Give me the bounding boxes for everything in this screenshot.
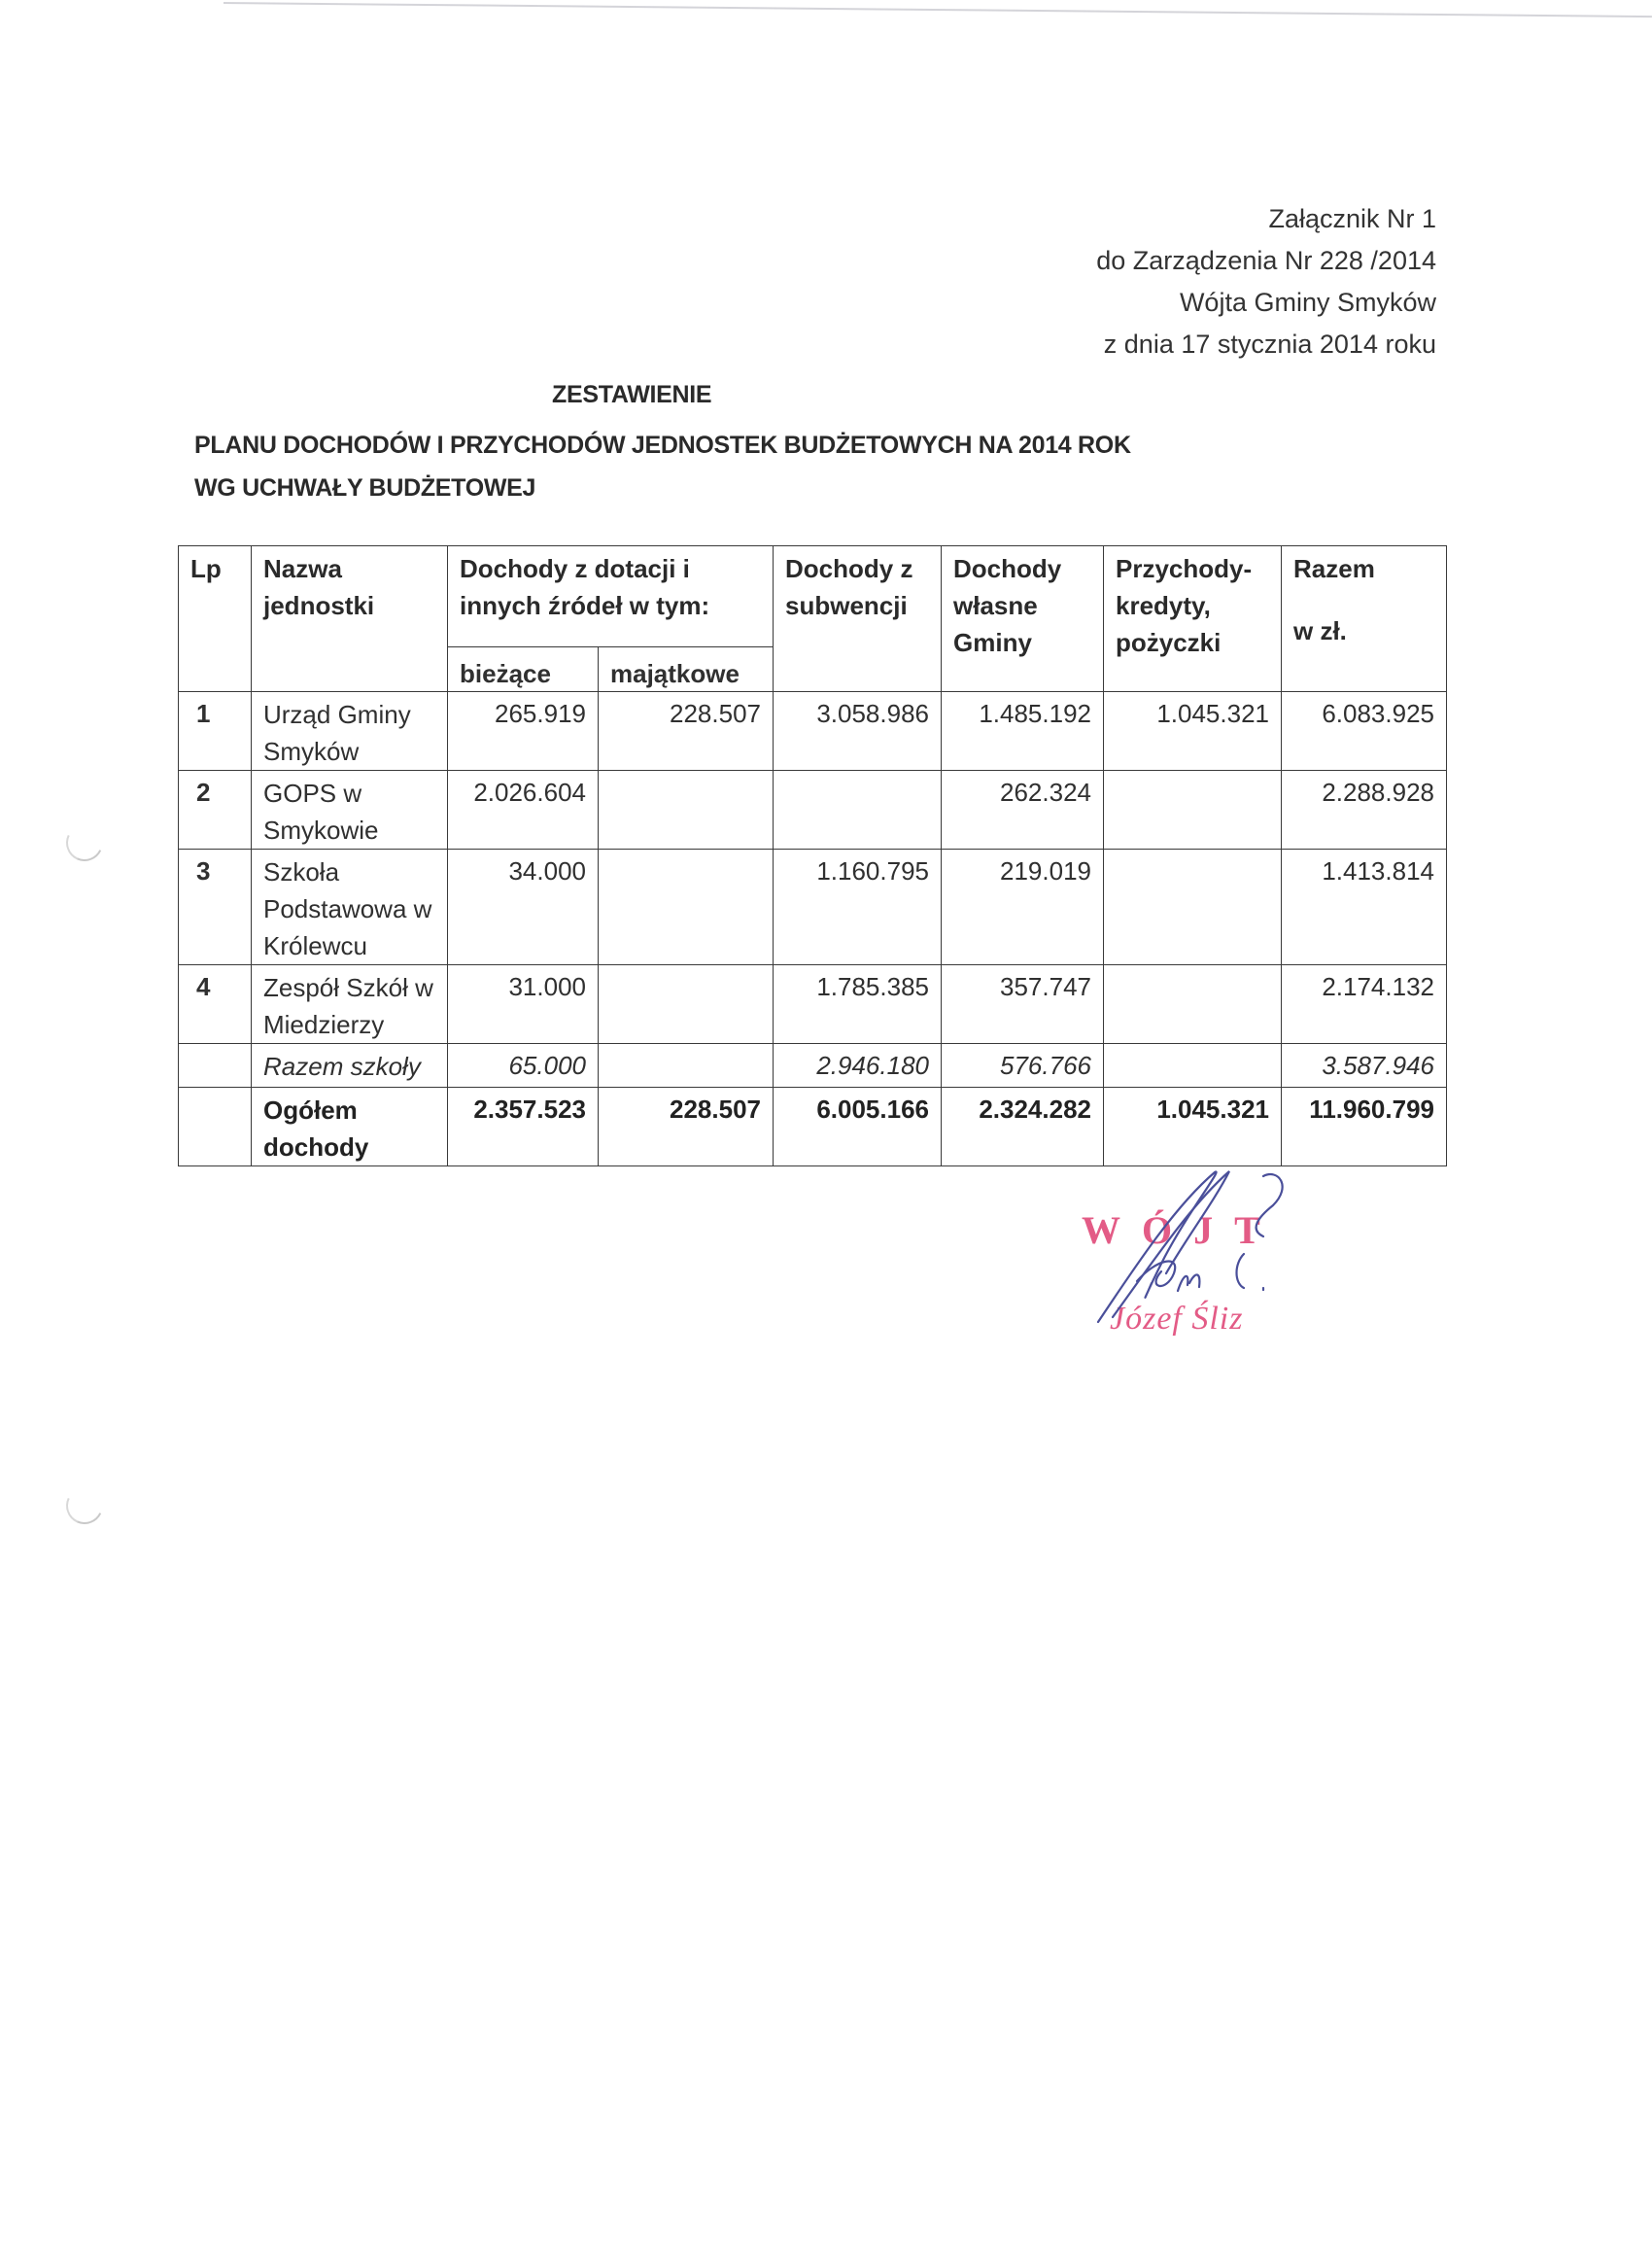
cell-lp: 4 [179, 965, 252, 1044]
cell-name: Ogółem dochody [252, 1088, 448, 1166]
cell-wlasne: 357.747 [942, 965, 1104, 1044]
cell-biezace: 265.919 [448, 692, 599, 771]
cell-name: Zespół Szkół w Miedzierzy [252, 965, 448, 1044]
punch-hole-mark [61, 819, 109, 867]
reference-line: do Zarządzenia Nr 228 /2014 [1096, 246, 1436, 275]
cell-przychody [1104, 1044, 1282, 1088]
cell-razem: 3.587.946 [1282, 1044, 1447, 1088]
cell-razem: 11.960.799 [1282, 1088, 1447, 1166]
title-line: WG UCHWAŁY BUDŻETOWEJ [194, 474, 536, 502]
cell-przychody [1104, 850, 1282, 965]
header-przychody: Przychody-kredyty, pożyczki [1104, 546, 1282, 692]
cell-wlasne: 576.766 [942, 1044, 1104, 1088]
stamp-name: Józef Śliz [1110, 1301, 1244, 1337]
cell-subwencje: 2.946.180 [774, 1044, 942, 1088]
cell-przychody: 1.045.321 [1104, 692, 1282, 771]
cell-subwencje: 1.160.795 [774, 850, 942, 965]
header-lp: Lp [179, 546, 252, 692]
cell-wlasne: 262.324 [942, 771, 1104, 850]
cell-name: Szkoła Podstawowa w Królewcu [252, 850, 448, 965]
cell-wlasne: 2.324.282 [942, 1088, 1104, 1166]
punch-hole-mark [61, 1482, 109, 1530]
cell-biezace: 65.000 [448, 1044, 599, 1088]
cell-razem: 2.174.132 [1282, 965, 1447, 1044]
cell-biezace: 2.026.604 [448, 771, 599, 850]
cell-majatkowe [599, 771, 774, 850]
cell-majatkowe [599, 965, 774, 1044]
cell-majatkowe [599, 850, 774, 965]
header-row [179, 546, 1447, 647]
official-stamp [1069, 1157, 1322, 1371]
cell-przychody [1104, 965, 1282, 1044]
cell-biezace: 34.000 [448, 850, 599, 965]
cell-razem: 1.413.814 [1282, 850, 1447, 965]
cell-lp: 3 [179, 850, 252, 965]
title-line: ZESTAWIENIE [552, 381, 712, 408]
total-row [179, 1088, 1447, 1166]
stamp-title: WÓJT [1082, 1208, 1282, 1252]
budget-table [178, 545, 1447, 1166]
table-row [179, 692, 1447, 771]
header-razem [1282, 546, 1447, 692]
cell-name: Razem szkoły [252, 1044, 448, 1088]
cell-przychody [1104, 771, 1282, 850]
table-row [179, 965, 1447, 1044]
document-reference [1096, 198, 1436, 365]
header-dotacje: Dochody z dotacji i innych źródeł w tym: [448, 546, 774, 647]
title-line: PLANU DOCHODÓW I PRZYCHODÓW JEDNOSTEK BUDŻETOWYCH NA 2014 ROK [194, 432, 1131, 459]
header-razem-unit: w zł. [1293, 616, 1347, 645]
cell-wlasne: 219.019 [942, 850, 1104, 965]
cell-biezace: 31.000 [448, 965, 599, 1044]
cell-subwencje [774, 771, 942, 850]
cell-lp: 2 [179, 771, 252, 850]
table-row [179, 771, 1447, 850]
reference-line: Załącznik Nr 1 [1268, 204, 1436, 233]
cell-lp [179, 1088, 252, 1166]
header-majatkowe: majątkowe [599, 647, 774, 692]
cell-wlasne: 1.485.192 [942, 692, 1104, 771]
cell-subwencje: 6.005.166 [774, 1088, 942, 1166]
header-subwencje: Dochody z subwencji [774, 546, 942, 692]
header-wlasne: Dochody własne Gminy [942, 546, 1104, 692]
cell-subwencje: 1.785.385 [774, 965, 942, 1044]
table-row [179, 850, 1447, 965]
cell-razem: 6.083.925 [1282, 692, 1447, 771]
header-razem-label: Razem [1293, 554, 1375, 583]
header-name: Nazwa jednostki [252, 546, 448, 692]
scan-edge-line [224, 2, 1652, 17]
cell-przychody: 1.045.321 [1104, 1088, 1282, 1166]
cell-biezace: 2.357.523 [448, 1088, 599, 1166]
handwritten-signature [1069, 1157, 1322, 1371]
header-biezace: bieżące [448, 647, 599, 692]
reference-line: Wójta Gminy Smyków [1179, 288, 1436, 317]
cell-majatkowe: 228.507 [599, 692, 774, 771]
cell-majatkowe: 228.507 [599, 1088, 774, 1166]
cell-lp [179, 1044, 252, 1088]
reference-line: z dnia 17 stycznia 2014 roku [1103, 330, 1436, 359]
cell-name: Urząd Gminy Smyków [252, 692, 448, 771]
cell-razem: 2.288.928 [1282, 771, 1447, 850]
subtotal-row [179, 1044, 1447, 1088]
cell-lp: 1 [179, 692, 252, 771]
cell-subwencje: 3.058.986 [774, 692, 942, 771]
cell-name: GOPS w Smykowie [252, 771, 448, 850]
cell-majatkowe [599, 1044, 774, 1088]
